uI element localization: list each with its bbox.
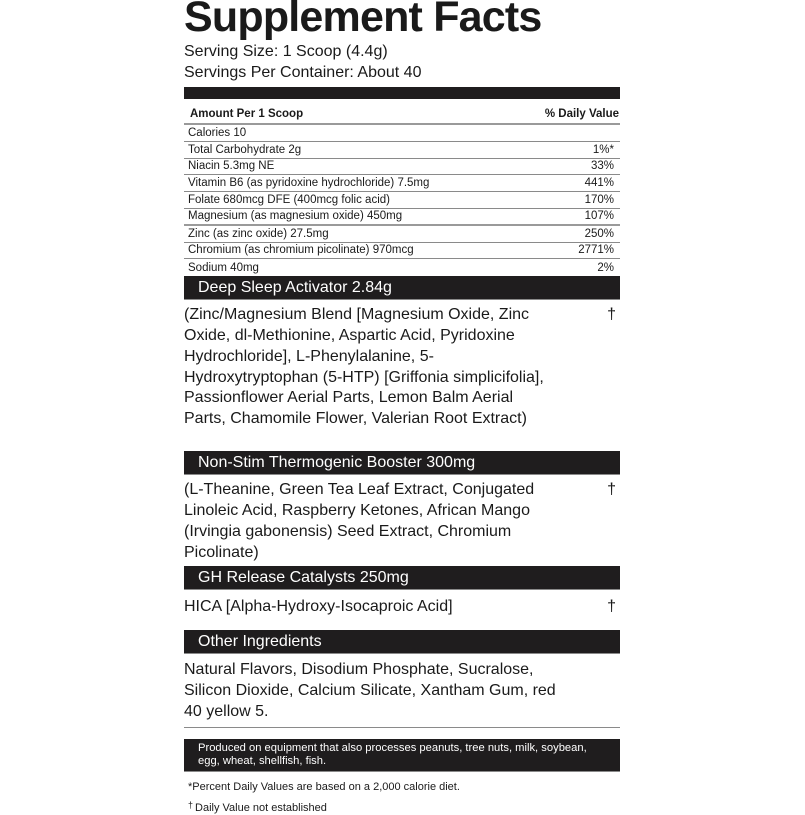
blend-ingredients: (Zinc/Magnesium Blend [Magnesium Oxide, Zinc Oxide, dl-Methionine, Aspartic Acid, Pyridoxine Hydrochloride], L-Phenylalanine, 5-Hydroxytryptophan (5-HTP) [Griffonia simplicifolia], Passionflower Aerial Parts, Lemon Balm Aerial Parts, Chamomile Flower, Valerian Root Extract) [184, 306, 544, 428]
nutrient-row [184, 159, 620, 176]
blend-body-deep-sleep [184, 300, 620, 451]
dagger-icon: † [188, 800, 194, 811]
blend-ingredients: HICA [Alpha-Hydroxy-Isocaproic Acid] [184, 598, 453, 616]
other-ingredients-text: Natural Flavors, Disodium Phosphate, Sucralose, Silicon Dioxide, Calcium Silicate, Xantham Gum, red 40 yellow 5. [184, 661, 556, 720]
label-title: Supplement Facts [184, 0, 542, 41]
nutrient-dv: 2% [597, 261, 614, 274]
nutrient-dv: 1%* [592, 143, 614, 156]
dagger-icon: † [607, 481, 616, 499]
nutrient-row [184, 175, 620, 192]
amount-header-row [184, 99, 620, 125]
nutrient-name: Vitamin B6 (as pyridoxine hydrochloride) 7.5mg [188, 177, 430, 190]
other-ingredients-header: Other Ingredients [184, 630, 620, 654]
blend-header-thermogenic: Non-Stim Thermogenic Booster 300mg [184, 451, 620, 475]
footnote-text: Daily Value not established [195, 802, 327, 815]
nutrient-name: Niacin 5.3mg NE [188, 160, 275, 173]
nutrient-dv: 2771% [578, 244, 614, 257]
blend-ingredients: (L-Theanine, Green Tea Leaf Extract, Conjugated Linoleic Acid, Raspberry Ketones, African Mango (Irvingia gabonensis) Seed Extract, Chromium Picolinate) [184, 481, 535, 561]
blend-header-gh-release: GH Release Catalysts 250mg [184, 566, 620, 590]
allergen-notice: Produced on equipment that also processes peanuts, tree nuts, milk, soybean, egg, wheat, shellfish, fish. [184, 739, 620, 772]
nutrient-table [184, 125, 620, 276]
nutrient-dv: 170% [584, 194, 614, 207]
thick-divider-bar [184, 87, 620, 99]
nutrient-name: Chromium (as chromium picolinate) 970mcg [188, 244, 414, 257]
serving-size: Serving Size: 1 Scoop (4.4g) [184, 43, 388, 60]
nutrient-row [184, 226, 620, 243]
nutrient-row [184, 125, 620, 142]
footnote-percent-dv: *Percent Daily Values are based on a 2,000 calorie diet. [188, 781, 460, 794]
nutrient-dv: 33% [590, 160, 614, 173]
amount-per-serving-heading: Amount Per 1 Scoop [190, 108, 304, 120]
blend-body-thermogenic [184, 475, 620, 566]
nutrient-row [184, 142, 620, 159]
dagger-icon: † [607, 306, 616, 324]
footnote-not-established [184, 798, 620, 815]
nutrient-dv: 250% [584, 227, 614, 240]
nutrient-name: Magnesium (as magnesium oxide) 450mg [188, 210, 403, 223]
nutrient-name: Zinc (as zinc oxide) 27.5mg [188, 227, 329, 240]
other-ingredients-body [184, 654, 620, 728]
nutrient-row [184, 192, 620, 209]
nutrient-dv: 107% [584, 210, 614, 223]
dagger-icon: † [607, 598, 616, 616]
nutrient-name: Total Carbohydrate 2g [188, 143, 302, 156]
nutrient-row [184, 209, 620, 226]
nutrient-dv: 441% [584, 177, 614, 190]
servings-per-container: Servings Per Container: About 40 [184, 64, 422, 81]
nutrient-name: Sodium 40mg [188, 261, 259, 274]
supplement-facts-label [184, 0, 620, 815]
blend-body-gh-release [184, 590, 620, 630]
nutrient-row [184, 259, 620, 276]
nutrient-name: Folate 680mcg DFE (400mcg folic acid) [188, 194, 390, 207]
blend-header-deep-sleep: Deep Sleep Activator 2.84g [184, 276, 620, 300]
nutrient-name: Calories 10 [188, 126, 247, 139]
daily-value-heading: % Daily Value [544, 108, 619, 120]
nutrient-row [184, 243, 620, 260]
